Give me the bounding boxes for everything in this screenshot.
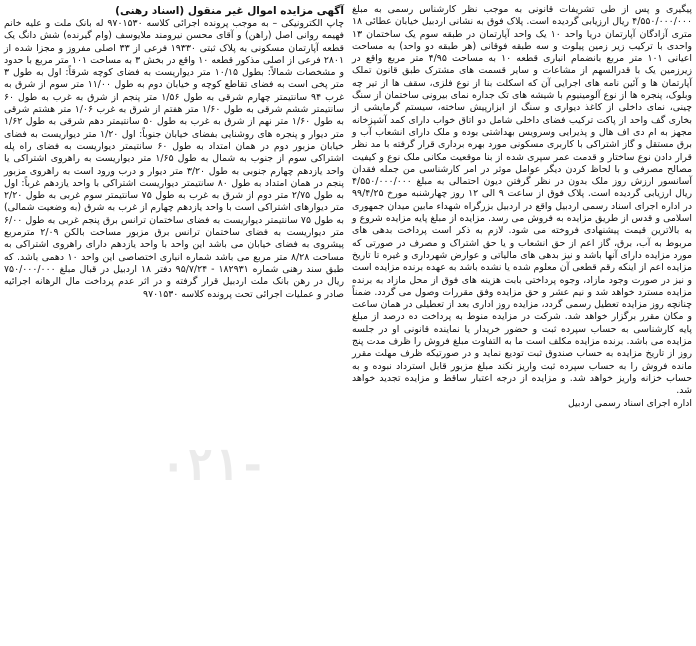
left-column-body: چاپ الکترونیکی – به موجب پرونده اجرائی کلاسه ۹۷۰۱۵۳۰ له بانک ملت و علیه خانم فهیمه روانی اصل (راهن) و آقای محسن نیرومند ملایوسف (وام گیرنده) شش دانگ یک قطعه آپارتمان مسکونی به پلاک ثبتی ۱۹۳۳۰ فرعی از ۳۳ اصلی مفروز و مجزا شده از ۲۸۰۱ فرعی از اصلی مذکور قطعه ۱۰ واقع در بخش ۳ به مساحت ۱۰۱ متر مربع با حدود و مشخصات شمالاً: بطول ۱۰/۱۵ متر دیواریست به فضای کوچه شرقاً: اول به طول ۳ متر پخی است به فضای تقاطع کوچه و خیابان دوم به طول ۱۱/۰۰ متر سوم از شرق به غرب ۹۴ سانتیمتر چهارم شرقی به طول ۱/۵۶ متر پنجم از شرق به غرب به طول ۶۰ سانتیمتر ششم شرقی به طول ۱/۶۰ متر هفتم از شرق به غرب ۱/۰۶ متر هشتم شرقی به طول ۱/۶۰ متر نهم از شرق به غرب به طول ۵۰ سانتیمتر دهم شرقی به طول ۱/۶۲ متر دیوار و پنجره های روشنایی بفضای خیابان جنوباً: اول ۱/۲۰ متر دیواریست به فضای خیابان مزبور دوم در همان امتداد به طول ۶۰ سانتیمتر دیواریست به فضای راه پله اشتراکی سوم از جنوب به شمال به طول ۱/۶۵ متر دیواریست به راهروی اشتراکی یا واحد یازدهم چهارم جنوبی به طول ۳/۲۰ متر دیوار و درب ورود است به راهروی مزبور پنجم در همان امتداد به طول ۸۰ سانتیمتر دیواریست اشتراکی با واحد یازدهم غرباً: اول به طول ۲/۷۵ متر دوم از شرق به غرب به طول ۷۵ سانتیمتر سوم غربی به طول ۲/۲۰ متر دیوارهای اشتراکی است با واحد یازدهم چهارم از غرب به شرق (به وضعیت شمالی) به طول ۷۵ سانتیمتر دیواریست به فضای ساختمان ترانس برق پنجم غربی به طول ۶/۰۰ متر دیواریست به فضای ساختمان ترانس برق مزبور مساحت بالکن ۲/۰۹ مترمربع پیشروی به فضای خیابان می باشد این واحد با واحد یازدهم دارای راهروی اشتراکی به مساحت ۸/۲۸ متر مربع می باشد شماره انباری اختصاصی این واحد ۱۰ دهمی باشد. که طبق سند رهنی شماره ۱۸۲۹۳۱ - ۹۵/۷/۲۴ دفتر ۱۸ اردبیل در قبال مبلغ ۷۵۰/۰۰۰/۰۰۰ ریال در رهن بانک ملت اردبیل قرار گرفته و در اثر عدم پرداخت مال الرهانه اجرائیه صادر و عملیات اجرائی تحت پرونده کلاسه ۹۷۰۱۵۳۰ bbox=[4, 18, 345, 300]
right-column-body: پیگیری و پس از طی تشریفات قانونی به موجب نظر کارشناس رسمی به مبلغ ۴/۵۵۰/۰۰۰/۰۰۰ ریال ارزیابی گردیده است. پلاک فوق به نشانی اردبیل خیابان عطائی ۱۸ متری آزادگان آپارتمان دریا واحد ۱۰ یک واحد آپارتمان در طبقه سوم یک ساختمان ۱۳ واحدی با ترکیب زیر زمین پیلوت و سه طبقه فوقانی (هر طبقه دو واحد) به مساحت اعیانی ۱۰۱ متر مربع بانضمام انباری قطعه ۱۰ به مساحت ۴/۹۵ متر مربع واقع در زیرزمین یک با قدرالسهم از مشاعات و سایر قسمت های مشترک طبق قانون تملک آپارتمان ها و آئین نامه های اجرایی آن که اسکلت بنا از نوع فلزی، سقف ها از تیر چه وبلوک، پنجره ها از نوع آلومینیوم با شیشه های تک جداره نمای بیرونی ساختمان از سنگ چینی، نمای داخلی از کاغذ دیواری و سنگ از ابزارپیش ساخته، سیستم گرمایشی از بخاری گف واحد از پاکت ترکیب فضای داخلی شامل دو اتاق خواب دارای کمد آشپزخانه مجهز به ام دی اف هال و پذیرایی وسرویس بهداشتی بوده و ملک دارای انشعاب آب و برق مستقل و گاز اشتراکی با کاربری مسکونی مورد بهره برداری قرار گرفته با مد نظر قرار دادن نوع ساختار و قدمت عمر سپری شده از بنا موقعیت مکانی ملک نوع و کیفیت مصالح مصرفی و با لحاظ کردن دیگر عوامل موثر در امر کارشناسی من جمله فقدان آسانسور ارزش روز ملک بدون در نظر گرفتن دیون احتمالی به مبلغ ۴/۵۵۰/۰۰۰/۰۰۰ ریال ارزیابی گردیده است. پلاک فوق از ساعت ۹ الی ۱۲ روز چهارشنبه مورخ ۹۹/۴/۲۵ در اداره اجرای اسناد رسمی اردبیل واقع در اردبیل بزرگراه شهداء مابین میدان جمهوری اسلامی و قدس از طریق مزایده به فروش می رسد. مزایده از مبلغ پایه مزایده شروع و به بالاترین قیمت پیشنهادی فروخته می شود. لازم به ذکر است پرداخت بدهی های مربوط به آب، برق، گاز اعم از حق انشعاب و یا حق اشتراک و مصرف در صورتی که مورد مزایده دارای آنها باشد و نیز بدهی های مالیاتی و عوارض شهرداری و غیره تا تاریخ مزایده اعم از اینکه رقم قطعی آن معلوم شده یا نشده باشد به عهده برنده مزایده است و نیز در صورت وجود مازاد، وجوه پرداختی بابت هزینه های فوق از محل مازاد به برنده مزایده مسترد خواهد شد و نیم عشر و حق مزایده وفق مقررات وصول می گردد. ضمناً چنانچه روز مزایده تعطیل رسمی گردد، مزایده روز اداری بعد از تعطیلی در همان ساعت و مکان مقرر برگزار خواهد شد. شرکت در مزایده منوط به پرداخت ده درصد از مبلغ پایه کارشناسی به حساب سپرده ثبت و حضور خریدار یا نماینده قانونی او در جلسه مزایده می باشد. برنده مزایده مکلف است ما به التفاوت مبلغ فروش را ظرف مدت پنج روز از تاریخ مزایده به حساب صندوق ثبت تودیع نماید و در صورتیکه ظرف مهلت مقرر مانده فروش را به حساب سپرده ثبت واریز نکند مبلغ مزبور قابل استرداد نبوده و به حساب خزانه واریز خواهد شد. و مزایده از درجه اعتبار ساقط و مزایده تجدید خواهد شد. bbox=[352, 4, 693, 397]
advertisement-title: آگهی مزایده اموال غیر منقول (اسناد رهنی) bbox=[115, 5, 344, 17]
right-column bbox=[352, 4, 692, 644]
left-column bbox=[4, 4, 344, 644]
watermark-stamp: ۰۲۱- bbox=[160, 440, 266, 491]
issuer-signature: اداره اجرای اسناد رسمی اردبیل bbox=[567, 397, 692, 409]
advertisement-columns bbox=[4, 4, 692, 644]
